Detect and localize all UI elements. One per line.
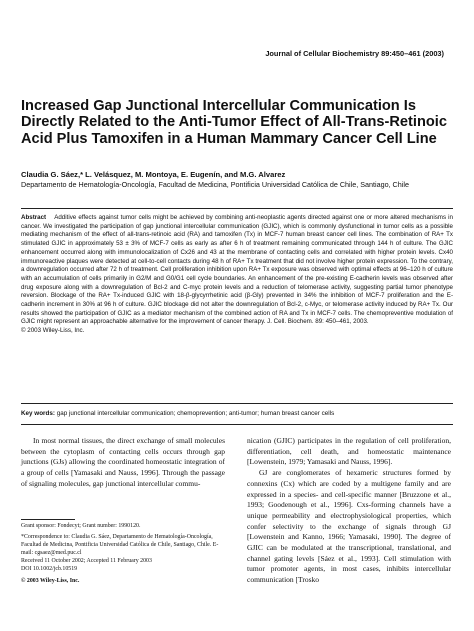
keywords-block	[21, 410, 453, 418]
abstract-label: Abstract	[21, 214, 47, 221]
body-paragraph: GJ are conglomerates of hexameric structures formed by connexins (Cx) which are coded by a multigene family and are expressed in a species- and cell-specific manner [Bruzzone et al., 1993; Goodenough et al., 1996]. Cxs-forming channels have a unique permeability and electrophysiological properties, which confer selectivity to the exchange of signals through GJ [Lowenstein and Kanno, 1966; Yamasaki, 1990]. The degree of GJIC can be modulated at the transcriptional, translational, and channel gating levels [Sáez et al., 1993]. Cell stimulation with tumor promoter agents, in most cases, inhibits intercellular communication [Trosko	[247, 468, 451, 585]
body-column-left	[21, 436, 225, 490]
abstract-copyright: © 2003 Wiley-Liss, Inc.	[21, 327, 85, 335]
keywords-bottom-rule	[21, 424, 453, 425]
article-affiliation: Departamento de Hematología-Oncología, Facultad de Medicina, Pontificia Universidad Católica de Chile, Santiago, Chile	[21, 180, 409, 189]
body-paragraph: nication (GJIC) participates in the regulation of cell proliferation, differentiation, cell death, and homeostatic maintenance [Lowenstein, 1979; Yamasaki and Nauss, 1996].	[247, 436, 451, 467]
footnotes-block	[21, 522, 225, 585]
correspondence-footnote: *Correspondence to: Claudia G. Sáez, Departamento de Hematología-Oncología, Facultad de Medicina, Pontificia Universidad Católica de Chile, Santiago, Chile. E-mail: cgsaez@med.puc.cl	[21, 534, 219, 557]
article-title: Increased Gap Junctional Intercellular Communication Is Directly Related to the Anti-Tumor Effect of All-Trans-Retinoic Acid Plus Tamoxifen in a Human Mammary Cancer Cell Line	[21, 98, 447, 147]
abstract-text: Additive effects against tumor cells might be achieved by combining anti-neoplastic agents directed against one or more altered mechanisms in cancer. We investigated the participation of gap junctional intercellular communication (GJIC), which is commonly dysfunctional in tumor cells as a possible mediating mechanism of the effect of all-trans-retinoic acid (RA) and tamoxifen (Tx) in MCF-7 human breast cancer cell lines. The combination of RA+ Tx stimulated GJIC in approximately 53 ± 3% of MCF-7 cells as early as after 6 h of treatment remaining communicated through 144 h of culture. The GJIC enhancement occurred along with immunolocalization of Cx26 and 43 at the membrane of contacting cells and correlated with higher protein levels. Cx40 immunoreactive plaques were detected at cell-to-cell contacts during 48 h of RA+ Tx treatment that did not involve higher protein expression. To the contrary, a downregulation occurred after 72 h of treatment. Cell proliferation inhibition upon RA+ Tx exposure was observed with optimal effects at 96–120 h of culture with an accumulation of cells primarily in G2/M and G0/G1 cell cycle boundaries. An enhancement of the pre-existing E-cadherin levels was observed after drug exposure along with a downregulation of Bcl-2 and C-myc protein levels and a reduction of telomerase activity, suggesting partial tumor phenotype reversion. Blockage of the RA+ Tx-induced GJIC with 18-β-glycyrrhetinic acid (β-Gly) prevented in 34% the inhibition of MCF-7 proliferation and the E-cadherin increment in 30% at 96 h of culture. GJIC blockage did not alter the downregulation of Bcl-2, c-Myc, or telomerase activity induced by RA+ Tx. Our results showed the participation of GJIC as a mediator mechanism of the combined action of RA and Tx in MCF-7 cells. The chemopreventive modulation of GJIC might represent an approachable alternative for the improvement of cancer therapy. J. Cell. Biochem. 89: 450–461, 2003.	[21, 214, 453, 326]
abstract-bottom-rule	[21, 403, 453, 404]
keywords-text: gap junctional intercellular communication; chemoprevention; anti-tumor; human breast cancer cells	[56, 410, 335, 417]
body-paragraph: In most normal tissues, the direct exchange of small molecules between the cytoplasm of contacting cells occurs through gap junctions (GJs) allowing the coordinated homeostatic integration of a group of cells [Yamasaki and Nauss, 1996]. Through the passage of signaling molecules, gap junctional intercellular commu-	[21, 436, 225, 488]
grant-footnote: Grant sponsor: Fondecyt; Grant number: 1990120.	[21, 523, 141, 529]
abstract-block	[21, 214, 453, 336]
abstract-top-rule	[21, 208, 453, 209]
copyright-footnote: © 2003 Wiley-Liss, Inc.	[21, 577, 80, 584]
keywords-label: Key words:	[21, 410, 55, 417]
body-column-right	[247, 436, 451, 586]
dates-footnote: Received 11 October 2002; Accepted 11 February 2003	[21, 558, 152, 565]
journal-citation: Journal of Cellular Biochemistry 89:450–461 (2003)	[265, 49, 444, 58]
footnote-rule	[21, 519, 75, 520]
article-authors: Claudia G. Sáez,* L. Velásquez, M. Montoya, E. Eugenín, and M.G. Alvarez	[21, 170, 286, 179]
doi-footnote: DOI 10.1002/jcb.10519	[21, 566, 78, 573]
